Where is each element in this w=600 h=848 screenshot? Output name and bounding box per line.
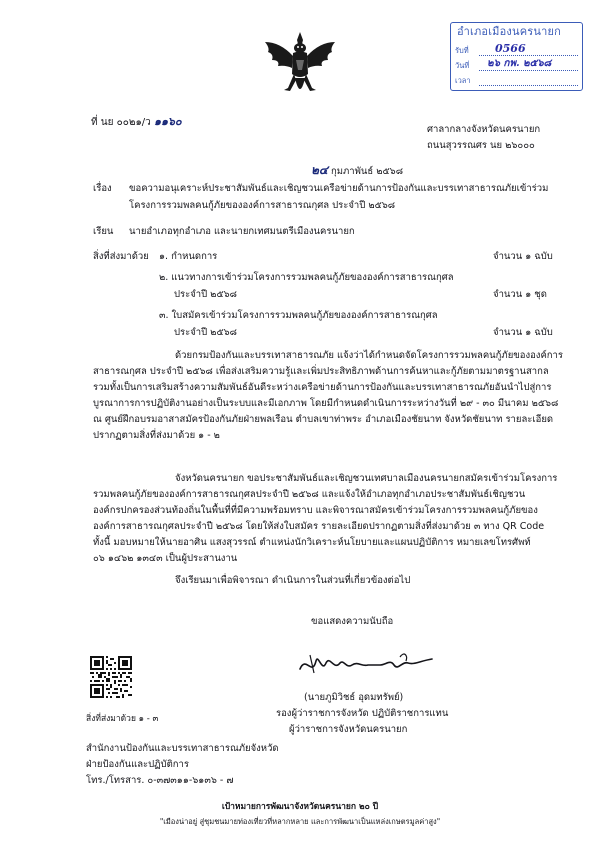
stamp-recv-label: รับที่ [455, 46, 469, 55]
body-paragraph-2-line: รวมพลคนกู้ภัยขององค์การสาธารณกุศลประจำปี ๒๕๖๘ และแจ้งให้อำเภอทุกอำเภอประชาสัมพันธ์เชิญชวน [93, 489, 526, 500]
date-month-year: กุมภาพันธ์ ๒๕๖๘ [331, 166, 404, 177]
document-number-prefix: ที่ นย ๐๐๒๑/ว [91, 117, 151, 128]
date-day-handwritten: ๒๔ [311, 163, 328, 177]
subject-label: เรื่อง [93, 183, 112, 194]
body-paragraph-1-line: สาธารณกุศล ประจำปี ๒๕๖๘ เพื่อส่งเสริมความรู้และเพิ่มประสิทธิภาพด้านการค้นหาและกู้ภัยตามมาตรฐานสากล [93, 366, 549, 377]
stamp-date-label: วันที่ [455, 61, 470, 70]
document-number [91, 116, 182, 129]
body-paragraph-2-line: ๐๖ ๑๔๖๒ ๑๓๔๓ เป็นผู้ประสานงาน [93, 553, 238, 564]
body-paragraph-2-line: องค์กรปกครองส่วนท้องถิ่นในพื้นที่ที่มีความพร้อมทราบ และพิจารณาสมัครเข้าร่วมโครงการรวมพลคนกู้ภัยของ [93, 505, 538, 516]
office-address-line-2: ถนนสุวรรณศร นย ๒๖๐๐๐ [427, 140, 535, 151]
stamp-time-label: เวลา [455, 76, 471, 85]
body-paragraph-1-line: ณ ศูนย์ฝึกอบรมอาสาสมัครป้องกันภัยฝ่ายพลเรือน ตำบลเขาท่าพระ อำเภอเมืองชัยนาท จังหวัดชัยนาท รายละเอียด [93, 414, 554, 425]
sender-phone: โทร./โทรสาร. ๐-๓๗๓๑๑-๖๑๓๖ - ๗ [86, 775, 234, 786]
addressee-text: นายอำเภอทุกอำเภอ และนายกเทศมนตรีเมืองนครนายก [129, 226, 355, 237]
body-paragraph-2-line: ทั้งนี้ มอบหมายให้นายอาศิน แสงสุวรรณ์ ตำแหน่งนักวิเคราะห์นโยบายและแผนปฏิบัติการ หมายเลขโทรศัพท์ [93, 537, 531, 548]
enclosure-quantity: จำนวน ๑ ฉบับ [493, 251, 553, 262]
body-paragraph-2-line: องค์การสาธารณกุศลประจำปี ๒๕๖๘ โดยให้ส่งใบสมัคร รายละเอียดปรากฏตามสิ่งที่ส่งมาด้วย ๓ ทาง QR Code [93, 521, 545, 532]
garuda-emblem-icon [262, 30, 338, 102]
subject-line-1: ขอความอนุเคราะห์ประชาสัมพันธ์และเชิญชวนเครือข่ายด้านการป้องกันและบรรเทาสาธารณภัยเข้าร่วม [129, 183, 549, 194]
enclosure-item-continued: ประจำปี ๒๕๖๘ [174, 289, 237, 300]
signatory-name: (นายภูมิวิชธ์ อุดมทรัพย์) [304, 692, 404, 703]
qr-caption: สิ่งที่ส่งมาด้วย ๑ - ๓ [86, 714, 159, 724]
body-paragraph-3: จึงเรียนมาเพื่อพิจารณา ดำเนินการในส่วนที่เกี่ยวข้องต่อไป [175, 575, 411, 586]
stamp-recv-number: 0566 [495, 42, 526, 55]
qr-code-icon[interactable] [90, 656, 132, 698]
subject-line-2: โครงการรวมพลคนกู้ภัยขององค์การสาธารณกุศล ประจำปี ๒๕๖๘ [129, 200, 396, 211]
closing-salutation: ขอแสดงความนับถือ [311, 616, 394, 627]
signature-icon [296, 647, 436, 679]
enclosure-quantity: จำนวน ๑ ชุด [493, 289, 547, 300]
enclosure-item: ๑. กำหนดการ [159, 251, 218, 262]
footer-vision-title: เป้าหมายการพัฒนาจังหวัดนครนายก ๒๐ ปี [221, 802, 379, 812]
body-paragraph-1-line: บูรณาการการปฏิบัติงานอย่างเป็นระบบและมีเอกภาพ โดยมีกำหนดดำเนินการระหว่างวันที่ ๒๙ - ๓๐ มีนาคม ๒๕๖๘ [93, 398, 559, 409]
document-date [311, 164, 403, 178]
enclosure-item-continued: ประจำปี ๒๕๖๘ [174, 327, 237, 338]
office-address-line-1: ศาลากลางจังหวัดนครนายก [427, 124, 541, 135]
enclosure-item: ๒. แนวทางการเข้าร่วมโครงการรวมพลคนกู้ภัยขององค์การสาธารณกุศล [159, 272, 454, 283]
addressee-label: เรียน [93, 226, 114, 237]
receiving-stamp [450, 22, 583, 91]
body-paragraph-1-line: ปรากฏตามสิ่งที่ส่งมาด้วย ๑ - ๒ [93, 430, 220, 441]
enclosures-label: สิ่งที่ส่งมาด้วย [93, 251, 149, 262]
signatory-position-2: ผู้ว่าราชการจังหวัดนครนายก [289, 724, 408, 735]
stamp-title: อำเภอเมืองนครนายก [457, 25, 561, 38]
enclosure-quantity: จำนวน ๑ ฉบับ [493, 327, 553, 338]
body-paragraph-2-line: จังหวัดนครนายก ขอประชาสัมพันธ์และเชิญชวนเทศบาลเมืองนครนายกสมัครเข้าร่วมโครงการ [175, 473, 558, 484]
document-number-handwritten: ๑๑๖๐ [153, 115, 182, 128]
sender-office: สำนักงานป้องกันและบรรเทาสาธารณภัยจังหวัด [86, 743, 279, 754]
body-paragraph-1-line: ด้วยกรมป้องกันและบรรเทาสาธารณภัย แจ้งว่าได้กำหนดจัดโครงการรวมพลคนกู้ภัยขององค์การ [175, 350, 563, 361]
signatory-position-1: รองผู้ว่าราชการจังหวัด ปฏิบัติราชการแทน [276, 708, 449, 719]
sender-division: ฝ่ายป้องกันและปฏิบัติการ [86, 759, 189, 770]
stamp-date: ๒๖ กพ. ๒๕๖๘ [487, 58, 552, 69]
footer-vision-text: "เมืองน่าอยู่ สู่ชุมชนมายท่องเที่ยวที่หลากหลาย และการพัฒนาเป็นแหล่งเกษตรมูลค่าสูง" [159, 817, 441, 826]
enclosure-item: ๓. ใบสมัครเข้าร่วมโครงการรวมพลคนกู้ภัยขององค์การสาธารณกุศล [159, 310, 438, 321]
body-paragraph-1-line: รวมทั้งเป็นการเสริมสร้างความสัมพันธ์อันดีระหว่างเครือข่ายด้านการป้องกันและบรรเทาสาธารณภัยอันนำไปสู่การ [93, 382, 552, 393]
